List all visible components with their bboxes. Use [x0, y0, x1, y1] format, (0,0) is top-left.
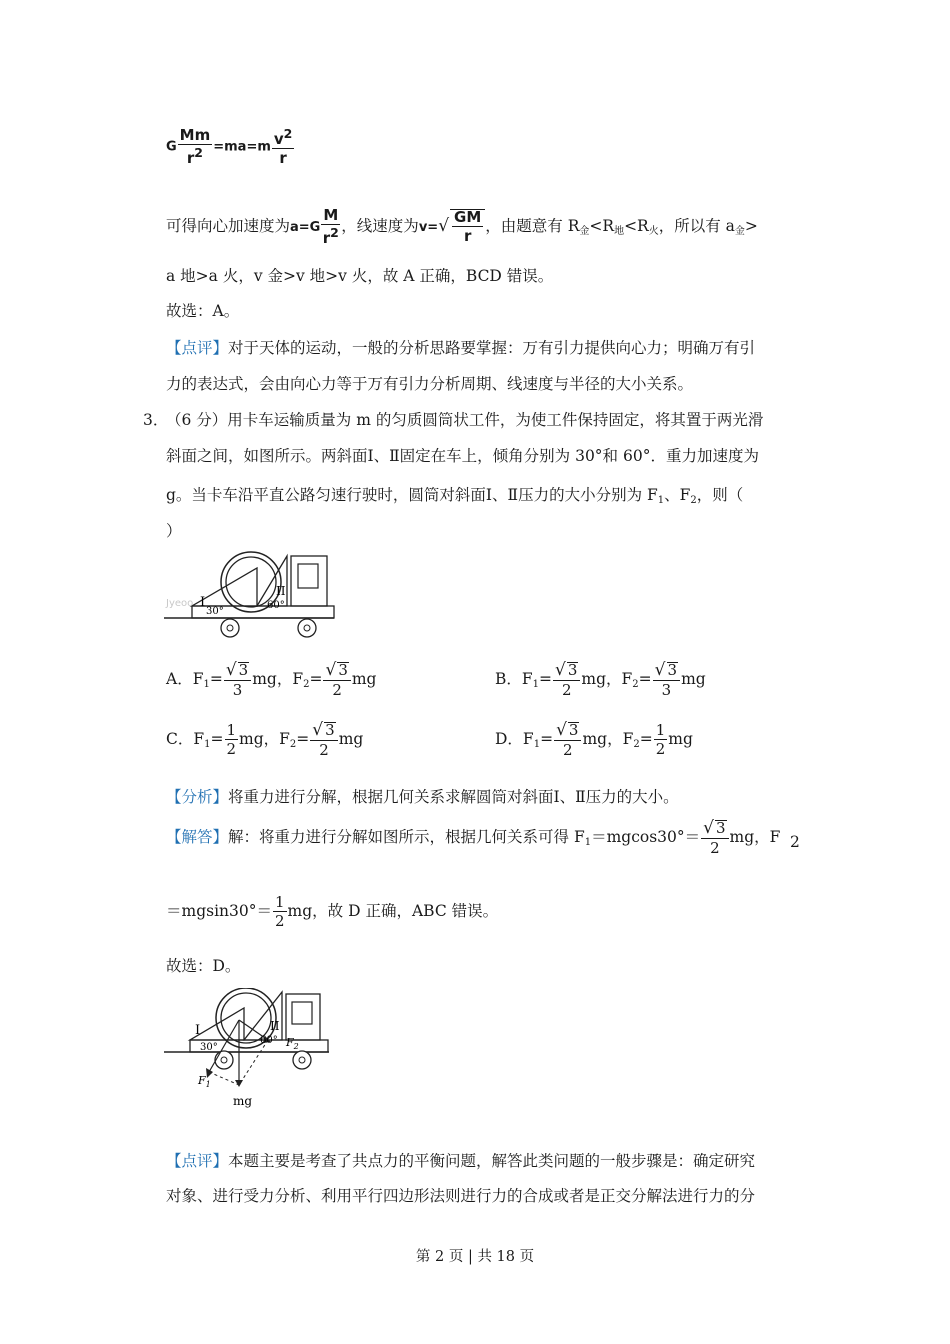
- analysis-tag: 【分析】: [166, 788, 229, 806]
- acceleration-velocity-line: 可得向心加速度为a=G $\frac{M}{r^2}$ ，线速度为v=√ $\frac{GM}{r}$ ，由题意有 $R_金<R_地<R_火$，所以有 $a_金>$: [166, 206, 758, 247]
- gravity-label: mg: [233, 1094, 253, 1108]
- question-number: 3．: [143, 411, 169, 429]
- angle-60-label: 60°: [260, 1035, 278, 1046]
- watermark: Jyeoo: [166, 598, 194, 609]
- answer-a: 故选：A。: [166, 302, 240, 320]
- question-line-4: ）: [166, 522, 182, 540]
- angle-30-label: 30°: [200, 1042, 218, 1053]
- slope-two-label: II: [276, 584, 286, 598]
- page-footer: 第 2 页 | 共 18 页: [415, 1249, 535, 1265]
- truck-figure: [164, 548, 339, 643]
- force-decomposition-figure: [164, 988, 339, 1113]
- comparison-line: a 地>a 火，v 金>v 地>v 火，故 A 正确，BCD 错误。: [166, 267, 554, 285]
- force-f1-label: $F_1$: [198, 1074, 211, 1089]
- comment-block-1-line2: 力的表达式，会由向心力等于万有引力分析周期、线速度与半径的大小关系。: [166, 375, 694, 393]
- comment-tag: 【点评】: [166, 339, 229, 357]
- slope-two-label: II: [270, 1019, 280, 1033]
- force-f2-label: $F_2$: [286, 1036, 299, 1051]
- comment-block-2: 【点评】本题主要是考查了共点力的平衡问题，解答此类问题的一般步骤是：确定研究: [166, 1152, 756, 1170]
- option-c[interactable]: C．$F_1=$ $\frac{1}{2}$ mg，$F_2=$ $\frac{√ 3}{2}$ mg: [166, 720, 364, 759]
- answer-d: 故选：D。: [166, 957, 241, 975]
- comment-block-1: 【点评】对于天体的运动，一般的分析思路要掌握：万有引力提供向心力；明确万有引: [166, 339, 756, 357]
- question-line-1: （6 分）用卡车运输质量为 m 的匀质圆筒状工件，为使工件保持固定，将其置于两光滑: [166, 411, 764, 429]
- slope-one-label: I: [200, 595, 206, 610]
- comment-block-2-line2: 对象、进行受力分析、利用平行四边形法则进行力的合成或者是正交分解法进行力的分: [166, 1187, 756, 1205]
- option-a[interactable]: A．$F_1=$ $\frac{√ 3}{3}$ mg，$F_2=$ $\frac{√ 3}{2}$ mg: [166, 660, 377, 699]
- solution-f2-sub: 2: [790, 833, 800, 851]
- angle-30-label: 30°: [206, 606, 224, 617]
- slope-one-label: I: [195, 1023, 201, 1038]
- question-line-2: 斜面之间，如图所示。两斜面Ⅰ、Ⅱ固定在车上，倾角分别为 30°和 60°．重力加速度为: [166, 447, 759, 465]
- comment-tag-2: 【点评】: [166, 1152, 229, 1170]
- solution-line-2: ＝mgsin30°＝ $\frac{1}{2}$ mg，故 D 正确，ABC 错误。: [166, 893, 499, 930]
- question-line-3: g。当卡车沿平直公路匀速行驶时，圆筒对斜面Ⅰ、Ⅱ压力的大小分别为 $F_1$、$F_2$，则（: [166, 486, 744, 506]
- solution-line-1: 【解答】解：将重力进行分解如图所示，根据几何关系可得 $F_1=mgcos30^\circ=$ $\frac{√ 3}{2}$ mg，F: [166, 818, 781, 857]
- option-b[interactable]: B．$F_1=$ $\frac{√ 3}{2}$ mg，$F_2=$ $\frac{√ 3}{3}$ mg: [495, 660, 706, 699]
- analysis-line: 【分析】将重力进行分解，根据几何关系求解圆筒对斜面Ⅰ、Ⅱ压力的大小。: [166, 788, 679, 806]
- angle-60-label: 60°: [267, 600, 285, 611]
- solution-tag: 【解答】: [166, 828, 229, 846]
- gravity-equation: G $\frac{Mm}{r^2}$ =ma=m $\frac{v^2}{r}$: [166, 126, 293, 167]
- option-d[interactable]: D．$F_1=$ $\frac{√ 3}{2}$ mg，$F_2=$ $\frac{1}{2}$ mg: [495, 720, 693, 759]
